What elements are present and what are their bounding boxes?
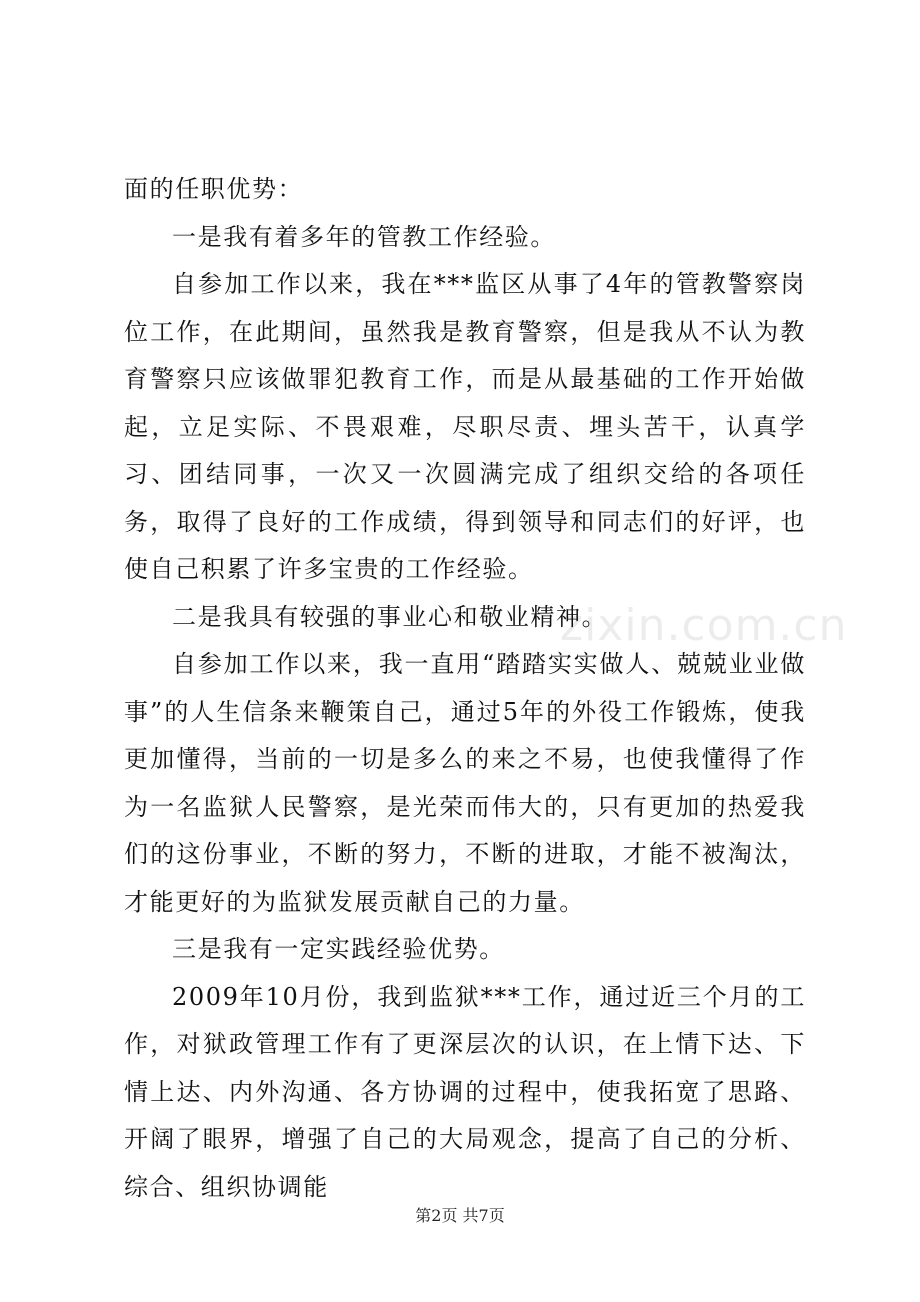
paragraph-6: 三是我有一定实践经验优势。 xyxy=(172,935,505,963)
paragraph-3: 自参加工作以来，我在***监区从事了4年的管教警察岗位工作，在此期间，虽然我是教育警察，但是我从不认为教育警察只应该做罪犯教育工作，而是从最基础的工作开始做起，立足实际、不畏艰难，尽职尽责、埋头苦干，认真学习、团结同事，一次又一次圆满完成了组织交给的各项任务，取得了良好的工作成绩，得到领导和同志们的好评，也使自己积累了许多宝贵的工作经验。 xyxy=(124,270,806,583)
paragraph-2: 一是我有着多年的管教工作经验。 xyxy=(172,222,556,251)
paragraph-4: 二是我具有较强的事业心和敬业精神。 xyxy=(172,602,608,631)
document-body xyxy=(124,166,806,1211)
paragraph-1: 面的任职优势： xyxy=(124,175,304,203)
watermark: zixin.com.cn xyxy=(560,600,848,651)
page-footer: 第2页 共7页 xyxy=(415,1206,505,1225)
paragraph-7: 2009年10月份，我到监狱***工作，通过近三个月的工作，对狱政管理工作有了更深层次的认识，在上情下达、下情上达、内外沟通、各方协调的过程中，使我拓宽了思路、开阔了眼界，增强了自己的大局观念，提高了自己的分析、综合、组织协调能 xyxy=(124,982,806,1201)
paragraph-5: 自参加工作以来，我一直用“踏踏实实做人、兢兢业业做事”的人生信条来鞭策自己，通过5年的外役工作锻炼，使我更加懂得，当前的一切是多么的来之不易，也使我懂得了作为一名监狱人民警察，是光荣而伟大的，只有更加的热爱我们的这份事业，不断的努力，不断的进取，才能不被淘汰，才能更好的为监狱发展贡献自己的力量。 xyxy=(124,650,806,916)
